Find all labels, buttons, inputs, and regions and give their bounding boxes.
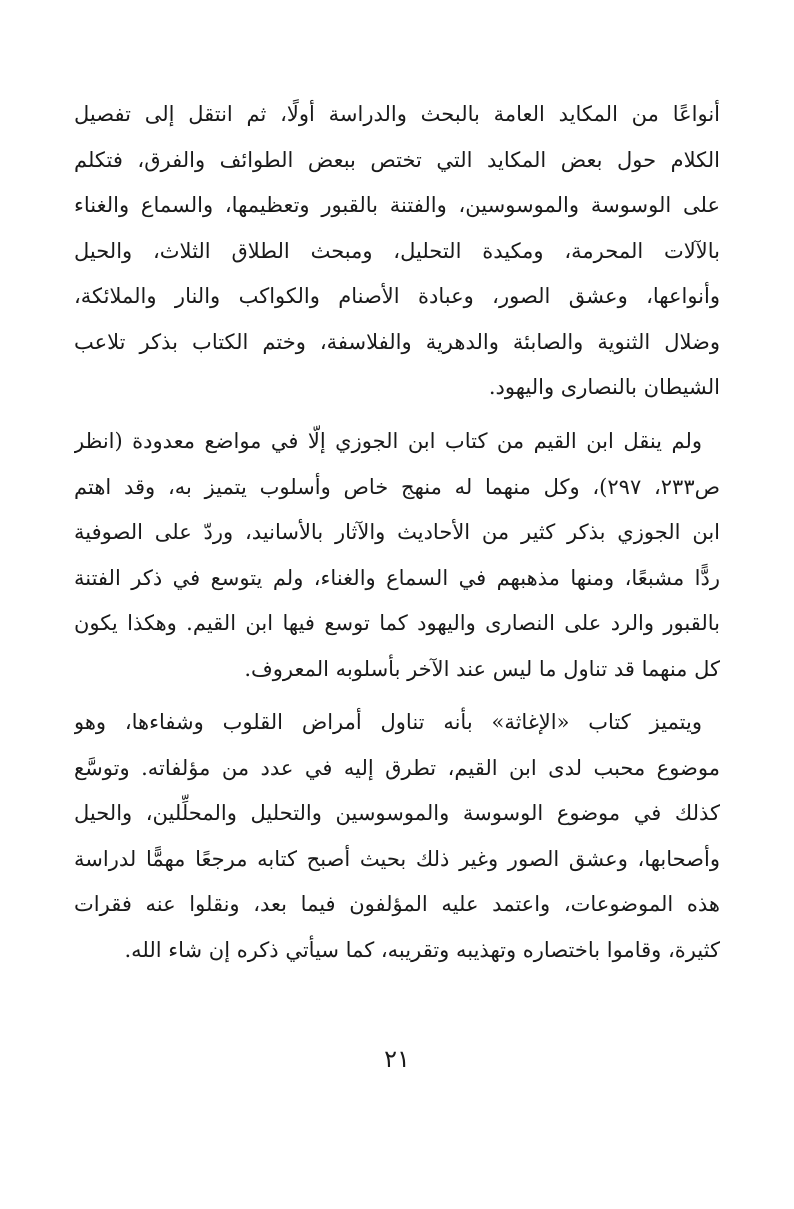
text-line: الكلام حول بعض المكايد التي تختص ببعض الطوائف والفرق، فتكلم <box>74 147 720 172</box>
text-line: ولم ينقل ابن القيم من كتاب ابن الجوزي إلّا في مواضع معدودة (انظر <box>74 429 702 453</box>
paragraph-1 <box>74 92 720 411</box>
text-line: وأصحابها، وعشق الصور وغير ذلك بحيث أصبح كتابه مرجعًا مهمًّا لدراسة <box>74 846 720 871</box>
text-line: ويتميز كتاب «الإغاثة» بأنه تناول أمراض القلوب وشفاءها، وهو <box>74 710 702 734</box>
text-line: وأنواعها، وعشق الصور، وعبادة الأصنام والكواكب والنار والملائكة، <box>74 284 720 308</box>
text-line: على الوسوسة والموسوسين، والفتنة بالقبور وتعظيمها، والسماع والغناء <box>74 193 720 217</box>
text-line: الشيطان بالنصارى واليهود. <box>488 375 720 399</box>
paragraph-2 <box>74 419 720 692</box>
paragraph-3 <box>74 700 720 973</box>
text-line: ابن الجوزي بذكر كثير من الأحاديث والآثار بالأسانيد، وردّ على الصوفية <box>74 520 720 544</box>
text-line: بالقبور والرد على النصارى واليهود كما توسع فيها ابن القيم. وهكذا يكون <box>74 611 720 635</box>
text-line: ص٢٣٣، ٢٩٧)، وكل منهما له منهج خاص وأسلوب يتميز به، وقد اهتم <box>74 474 720 499</box>
text-line: ردًّا مشبعًا، ومنها مذهبهم في السماع والغناء، ولم يتوسع في ذكر الفتنة <box>74 565 720 590</box>
text-line: هذه الموضوعات، واعتمد عليه المؤلفون فيما بعد، ونقلوا عنه فقرات <box>74 892 720 916</box>
text-line: أنواعًا من المكايد العامة بالبحث والدراسة أولًا، ثم انتقل إلى تفصيل <box>74 102 720 126</box>
text-line: موضوع محبب لدى ابن القيم، تطرق إليه في عدد من مؤلفاته. وتوسَّع <box>74 755 720 780</box>
page-number: ٢١ <box>384 1045 410 1073</box>
text-line: كل منهما قد تناول ما ليس عند الآخر بأسلوبه المعروف. <box>244 656 720 681</box>
text-line: كذلك في موضوع الوسوسة والموسوسين والتحليل والمحلِّلين، والحيل <box>74 801 720 825</box>
text-line: كثيرة، وقاموا باختصاره وتهذيبه وتقريبه، كما سيأتي ذكره إن شاء الله. <box>124 937 720 962</box>
text-line: بالآلات المحرمة، ومكيدة التحليل، ومبحث الطلاق الثلاث، والحيل <box>74 238 720 263</box>
text-line: وضلال الثنوية والصابئة والدهرية والفلاسفة، وختم الكتاب بذكر تلاعب <box>74 329 720 354</box>
